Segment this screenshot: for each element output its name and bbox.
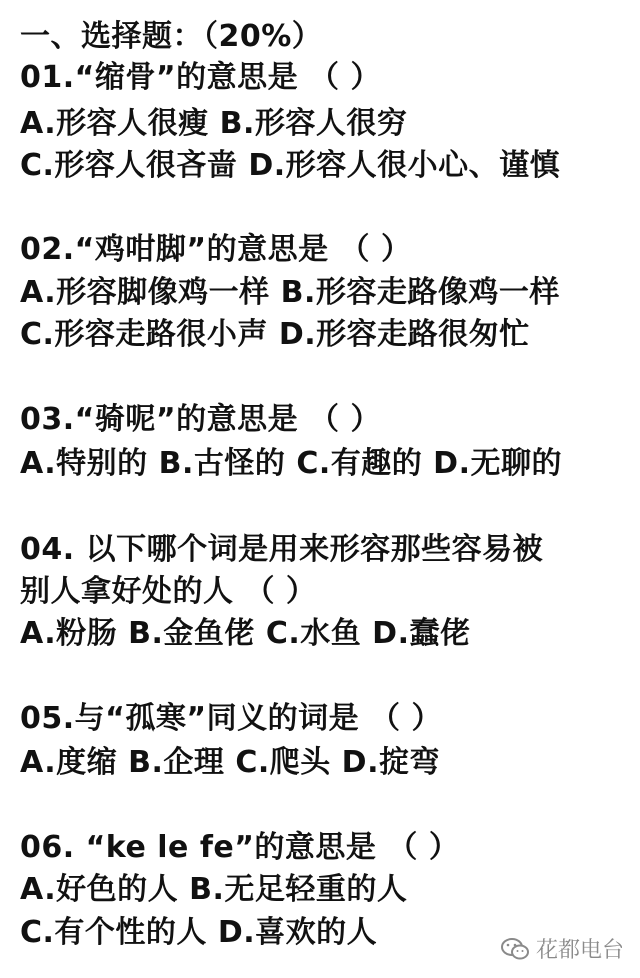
- question-5-options-1: A.度缩 B.企理 C.爬头 D.掟弯: [20, 745, 440, 780]
- question-1-options-1: A.形容人很瘦 B.形容人很穷: [20, 106, 408, 141]
- question-3-options-1: A.特别的 B.古怪的 C.有趣的 D.无聊的: [20, 446, 562, 481]
- question-4-options-1: A.粉肠 B.金鱼佬 C.水鱼 D.蠢佬: [20, 616, 471, 651]
- question-2-options-1: A.形容脚像鸡一样 B.形容走路像鸡一样: [20, 275, 560, 310]
- question-2-options-2: C.形容走路很小声 D.形容走路很匆忙: [20, 317, 530, 352]
- question-3: 03.“骑呢”的意思是 （ ）: [20, 402, 381, 437]
- question-6-options-1: A.好色的人 B.无足轻重的人: [20, 872, 408, 907]
- watermark: [500, 933, 624, 964]
- question-1-options-2: C.形容人很吝啬 D.形容人很小心、谨慎: [20, 148, 561, 183]
- question-5: 05.与“孤寒”同义的词是 （ ）: [20, 701, 442, 736]
- watermark-text: 花都电台: [535, 938, 624, 963]
- wechat-icon: [500, 936, 530, 962]
- question-1: 01.“缩骨”的意思是 （ ）: [20, 60, 381, 95]
- question-2: 02.“鸡咁脚”的意思是 （ ）: [20, 232, 412, 267]
- question-6: 06. “ke le fe”的意思是 （ ）: [20, 830, 460, 865]
- question-4-line-1: 04. 以下哪个词是用来形容那些容易被: [20, 532, 544, 567]
- section-title: 一、选择题：（20%）: [20, 19, 323, 54]
- question-6-options-2: C.有个性的人 D.喜欢的人: [20, 915, 378, 950]
- question-4-line-2: 别人拿好处的人 （ ）: [20, 574, 317, 609]
